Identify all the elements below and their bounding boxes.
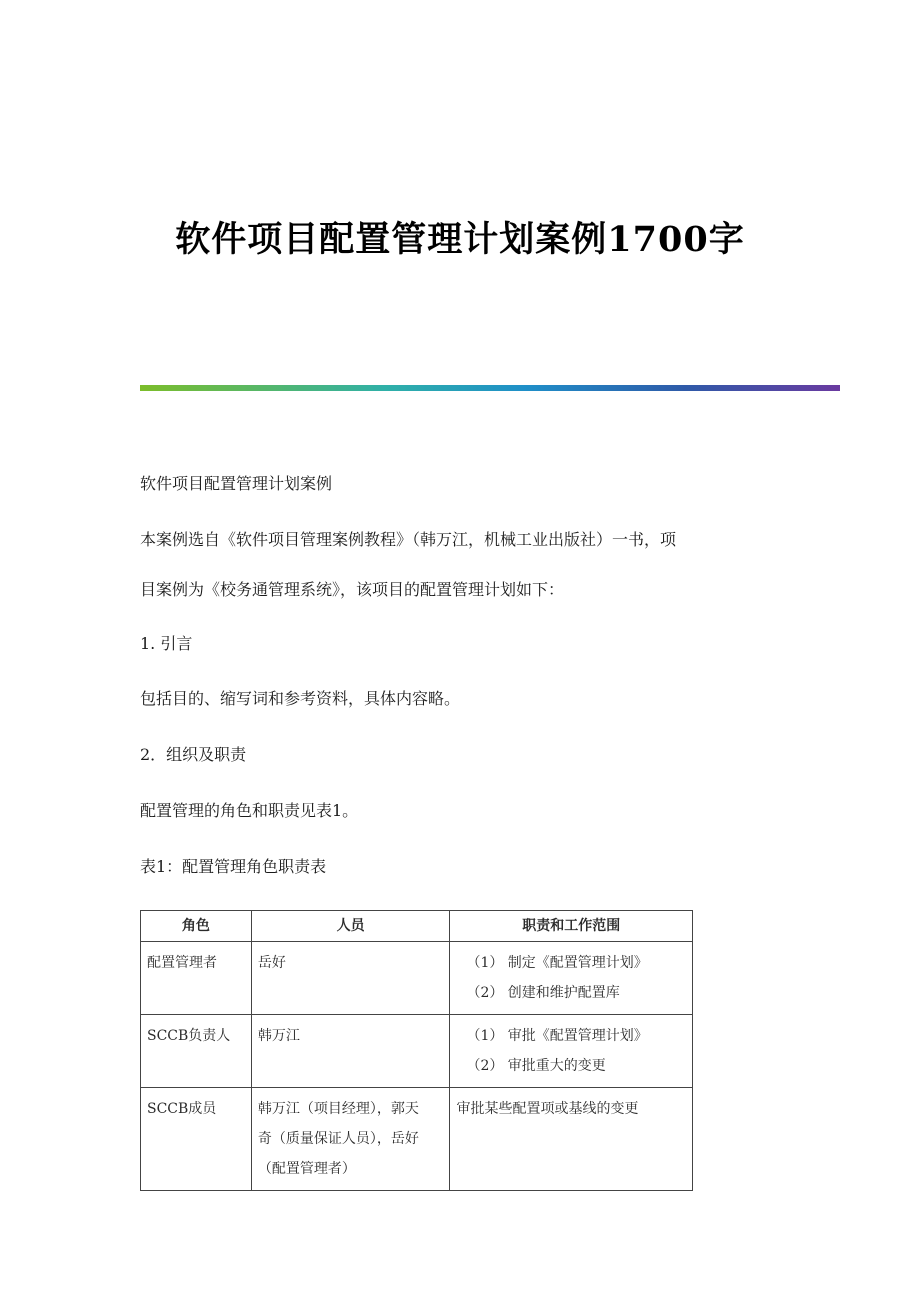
section-organization: 2．组织及职责 bbox=[140, 745, 247, 764]
section-introduction: 1. 引言 bbox=[140, 634, 193, 653]
duty-line: （2） 审批重大的变更 bbox=[466, 1058, 606, 1074]
people-line: （配置管理者） bbox=[257, 1161, 356, 1177]
duty-line: （1） 制定《配置管理计划》 bbox=[466, 955, 648, 971]
paragraph-intro-line1: 本案例选自《软件项目管理案例教程》（韩万江，机械工业出版社）一书，项 bbox=[140, 530, 677, 549]
role-cell: 配置管理者 bbox=[141, 942, 252, 1015]
header-people: 人员 bbox=[251, 911, 450, 942]
duty-line: 审批某些配置项或基线的变更 bbox=[456, 1101, 639, 1117]
roles-table bbox=[140, 910, 693, 1191]
role-cell: SCCB成员 bbox=[141, 1088, 252, 1191]
duty-line: （2） 创建和维护配置库 bbox=[466, 985, 620, 1001]
table-header-row bbox=[141, 911, 693, 942]
paragraph-heading: 软件项目配置管理计划案例 bbox=[140, 474, 333, 493]
table-row bbox=[141, 942, 693, 1015]
table-caption: 表1：配置管理角色职责表 bbox=[140, 857, 327, 876]
duties-cell bbox=[450, 1015, 693, 1088]
duties-cell bbox=[450, 942, 693, 1015]
header-role: 角色 bbox=[141, 911, 252, 942]
people-cell bbox=[251, 1015, 450, 1088]
paragraph-intro-line2: 目案例为《校务通管理系统》，该项目的配置管理计划如下： bbox=[140, 580, 565, 599]
table-row bbox=[141, 1015, 693, 1088]
people-line: 韩万江（项目经理），郭天 bbox=[257, 1101, 419, 1117]
people-line: 岳好 bbox=[257, 955, 286, 971]
paragraph-organization-body: 配置管理的角色和职责见表1。 bbox=[140, 801, 359, 820]
duty-line: （1） 审批《配置管理计划》 bbox=[466, 1028, 648, 1044]
table-row bbox=[141, 1088, 693, 1191]
role-cell: SCCB负责人 bbox=[141, 1015, 252, 1088]
document-title: 软件项目配置管理计划案例1700字 bbox=[175, 219, 745, 260]
paragraph-introduction-body: 包括目的、缩写词和参考资料，具体内容略。 bbox=[140, 689, 461, 708]
duties-cell bbox=[450, 1088, 693, 1191]
people-cell bbox=[251, 1088, 450, 1191]
title-divider bbox=[140, 385, 840, 391]
people-cell bbox=[251, 942, 450, 1015]
people-line: 奇（质量保证人员），岳好 bbox=[257, 1131, 419, 1147]
people-line: 韩万江 bbox=[257, 1028, 300, 1044]
header-duties: 职责和工作范围 bbox=[450, 911, 693, 942]
roles-table-container bbox=[140, 910, 693, 1191]
